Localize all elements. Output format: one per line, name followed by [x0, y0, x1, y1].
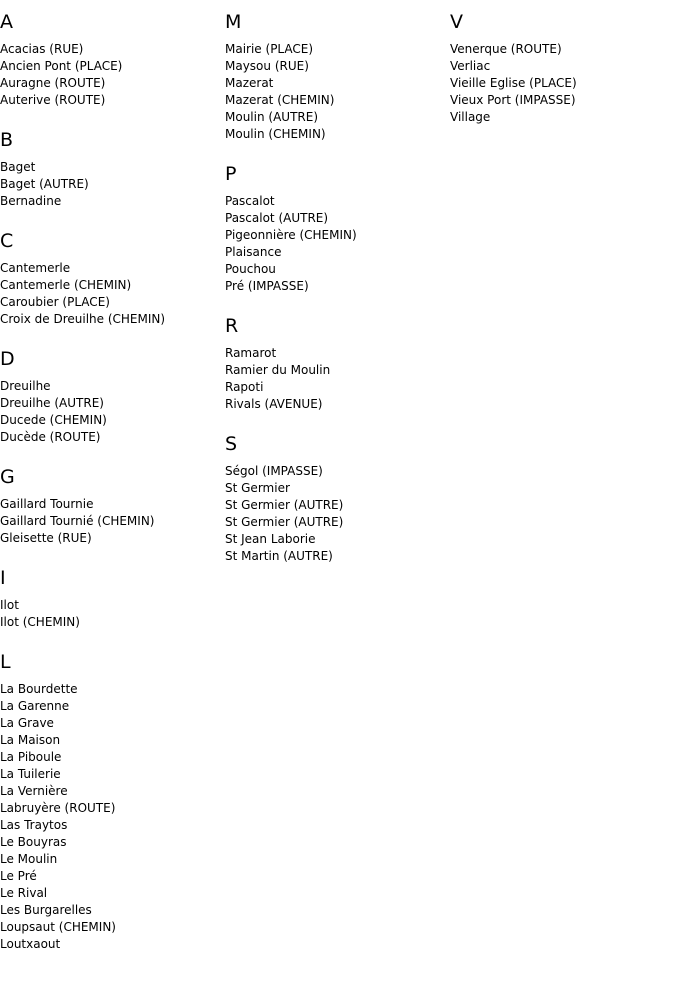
street-list-item[interactable]: Pré (IMPASSE)	[225, 279, 309, 293]
street-list-item[interactable]: Ducede (CHEMIN)	[0, 413, 107, 427]
street-list-item[interactable]: Las Traytos	[0, 818, 68, 832]
street-list-item[interactable]: Loupsaut (CHEMIN)	[0, 920, 116, 934]
street-list-item[interactable]: Acacias (RUE)	[0, 42, 84, 56]
street-list-item[interactable]: Caroubier (PLACE)	[0, 295, 110, 309]
street-list-item[interactable]: Cantemerle (CHEMIN)	[0, 278, 132, 292]
section-letter-heading: P	[225, 163, 237, 185]
street-list-item[interactable]: Gleisette (RUE)	[0, 531, 92, 545]
letter-group	[225, 433, 450, 565]
section-letter-heading: C	[0, 230, 14, 252]
street-list-item[interactable]: Mairie (PLACE)	[225, 42, 314, 56]
street-list-item[interactable]: Dreuilhe	[0, 379, 51, 393]
letter-group	[0, 348, 225, 446]
street-list-item[interactable]: Auragne (ROUTE)	[0, 76, 106, 90]
section-letter-heading: A	[0, 11, 13, 33]
street-list-item[interactable]: Ducède (ROUTE)	[0, 430, 101, 444]
street-list-item[interactable]: Pigeonnière (CHEMIN)	[225, 228, 357, 242]
column-1	[0, 0, 225, 953]
street-list-item[interactable]: Ilot	[0, 598, 19, 612]
street-list-item[interactable]: Croix de Dreuilhe (CHEMIN)	[0, 312, 166, 326]
street-list-item[interactable]: Gaillard Tournie	[0, 497, 94, 511]
letter-group	[225, 11, 450, 143]
street-list-item[interactable]: Moulin (CHEMIN)	[225, 127, 326, 141]
letter-group	[450, 11, 675, 126]
street-list-item[interactable]: St Germier	[225, 481, 290, 495]
column-3	[450, 0, 675, 126]
street-list	[225, 345, 450, 413]
street-list	[225, 463, 450, 565]
street-list-item[interactable]: La Garenne	[0, 699, 70, 713]
section-letter-heading: M	[225, 11, 242, 33]
street-list-item[interactable]: Maysou (RUE)	[225, 59, 309, 73]
street-list-item[interactable]: Pascalot (AUTRE)	[225, 211, 329, 225]
letter-group	[225, 163, 450, 295]
section-letter-heading: I	[0, 567, 6, 589]
street-list-item[interactable]: Ramarot	[225, 346, 277, 360]
letter-group	[0, 230, 225, 328]
letter-group	[0, 466, 225, 547]
street-list-item[interactable]: Plaisance	[225, 245, 282, 259]
street-list	[450, 41, 675, 126]
street-list-item[interactable]: Loutxaout	[0, 937, 61, 951]
street-list-item[interactable]: La Piboule	[0, 750, 62, 764]
street-list-item[interactable]: Ségol (IMPASSE)	[225, 464, 323, 478]
street-list-item[interactable]: St Martin (AUTRE)	[225, 549, 333, 563]
street-list-item[interactable]: St Germier (AUTRE)	[225, 498, 344, 512]
street-list-item[interactable]: Rivals (AVENUE)	[225, 397, 323, 411]
street-list-item[interactable]: Cantemerle	[0, 261, 71, 275]
section-letter-heading: V	[450, 11, 463, 33]
letter-group	[0, 129, 225, 210]
street-list-item[interactable]: Ramier du Moulin	[225, 363, 331, 377]
street-list-item[interactable]: Mazerat	[225, 76, 274, 90]
street-list-item[interactable]: Pascalot	[225, 194, 275, 208]
street-list-item[interactable]: Le Moulin	[0, 852, 58, 866]
street-list-item[interactable]: Les Burgarelles	[0, 903, 92, 917]
street-list-item[interactable]: Verliac	[450, 59, 491, 73]
street-list-item[interactable]: Venerque (ROUTE)	[450, 42, 562, 56]
street-list-item[interactable]: Ancien Pont (PLACE)	[0, 59, 123, 73]
section-letter-heading: D	[0, 348, 15, 370]
street-list-item[interactable]: Auterive (ROUTE)	[0, 93, 106, 107]
street-list-item[interactable]: Dreuilhe (AUTRE)	[0, 396, 104, 410]
letter-group	[0, 11, 225, 109]
letter-group	[0, 567, 225, 631]
section-letter-heading: S	[225, 433, 238, 455]
street-list-item[interactable]: Labruyère (ROUTE)	[0, 801, 116, 815]
street-list-item[interactable]: Le Pré	[0, 869, 37, 883]
street-list	[0, 597, 225, 631]
street-list-item[interactable]: Gaillard Tournié (CHEMIN)	[0, 514, 155, 528]
street-list-item[interactable]: La Maison	[0, 733, 61, 747]
street-list-item[interactable]: Mazerat (CHEMIN)	[225, 93, 335, 107]
street-list	[225, 193, 450, 295]
column-2	[225, 0, 450, 565]
section-letter-heading: B	[0, 129, 14, 151]
street-list	[225, 41, 450, 143]
letter-group	[225, 315, 450, 413]
street-list-item[interactable]: La Tuilerie	[0, 767, 61, 781]
section-letter-heading: R	[225, 315, 239, 337]
street-list-item[interactable]: La Bourdette	[0, 682, 78, 696]
section-letter-heading: G	[0, 466, 15, 488]
street-list-item[interactable]: St Jean Laborie	[225, 532, 316, 546]
street-list-item[interactable]: Moulin (AUTRE)	[225, 110, 318, 124]
street-list-item[interactable]: Village	[450, 110, 491, 124]
street-list-item[interactable]: St Germier (AUTRE)	[225, 515, 344, 529]
letter-group	[0, 651, 225, 953]
street-list	[0, 41, 225, 109]
street-list	[0, 260, 225, 328]
street-list	[0, 681, 225, 953]
street-list-item[interactable]: La Vernière	[0, 784, 68, 798]
street-list-item[interactable]: Vieux Port (IMPASSE)	[450, 93, 576, 107]
street-list	[0, 496, 225, 547]
street-list-item[interactable]: La Grave	[0, 716, 54, 730]
street-list-item[interactable]: Ilot (CHEMIN)	[0, 615, 80, 629]
street-list-item[interactable]: Le Rival	[0, 886, 48, 900]
section-letter-heading: L	[0, 651, 11, 673]
street-list-item[interactable]: Bernadine	[0, 194, 62, 208]
street-list-item[interactable]: Vieille Eglise (PLACE)	[450, 76, 577, 90]
street-list-item[interactable]: Rapoti	[225, 380, 264, 394]
street-list	[0, 159, 225, 210]
street-list	[0, 378, 225, 446]
street-list-item[interactable]: Le Bouyras	[0, 835, 67, 849]
street-list-item[interactable]: Pouchou	[225, 262, 276, 276]
street-list-item[interactable]: Baget (AUTRE)	[0, 177, 89, 191]
street-list-item[interactable]: Baget	[0, 160, 36, 174]
